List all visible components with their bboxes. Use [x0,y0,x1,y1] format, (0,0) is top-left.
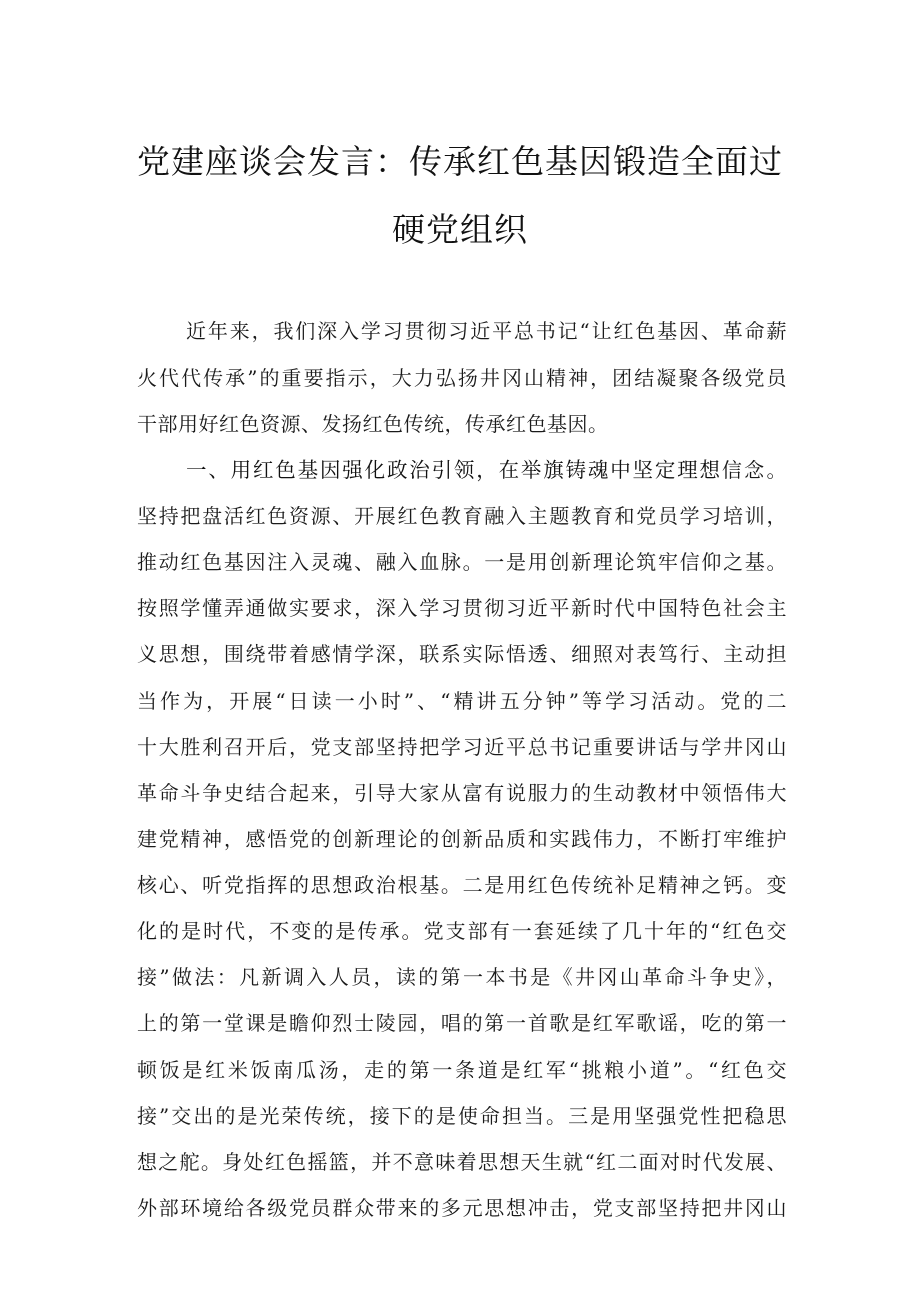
document-title-line-2: 硬党组织 [392,210,528,249]
body-paragraph-line: 核心、听党指挥的思想政治根基。二是用红色传统补足精神之钙。变 [137,873,787,897]
body-paragraph-line: 外部环境给各级党员群众带来的多元思想冲击，党支部坚持把井冈山 [137,1196,787,1220]
section-1-heading-bold: 一、用红色基因强化政治引领，在举旗铸魂中坚定理想 [186,458,722,482]
body-paragraph-line: 推动红色基因注入灵魂、融入血脉。一是用创新理论筑牢信仰之基。 [137,550,787,574]
body-paragraph-line: 化的是时代，不变的是传承。党支部有一套延续了几十年的“红色交 [137,919,787,943]
intro-paragraph-line: 火代代传承”的重要指示，大力弘扬井冈山精神，团结凝聚各级党员 [137,366,787,390]
intro-paragraph-line: 干部用好红色资源、发扬红色传统，传承红色基因。 [137,412,609,436]
body-paragraph-line: 革命斗争史结合起来，引导大家从富有说服力的生动教材中领悟伟大 [137,781,787,805]
body-paragraph-line: 坚持把盘活红色资源、开展红色教育融入主题教育和党员学习培训， [137,504,787,528]
body-paragraph-line: 建党精神，感悟党的创新理论的创新品质和实践伟力，不断打牢维护 [137,827,787,851]
section-1-heading [186,457,787,483]
body-paragraph-line: 十大胜利召开后，党支部坚持把学习近平总书记重要讲话与学井冈山 [137,735,787,759]
body-paragraph-line: 接”交出的是光荣传统，接下的是使命担当。三是用坚强党性把稳思 [137,1104,787,1128]
body-paragraph-line: 接”做法：凡新调入人员，读的第一本书是《井冈山革命斗争史》， [137,965,787,989]
body-paragraph-line: 当作为，开展“日读一小时”、“精讲五分钟”等学习活动。党的二 [137,689,787,713]
body-paragraph-line: 上的第一堂课是瞻仰烈士陵园，唱的第一首歌是红军歌谣，吃的第一 [137,1011,787,1035]
body-paragraph-line: 顿饭是红米饭南瓜汤，走的第一条道是红军“挑粮小道”。“红色交 [137,1058,787,1082]
body-paragraph-line: 义思想，围绕带着感情学深，联系实际悟透、细照对表笃行、主动担 [137,642,787,666]
body-paragraph-line: 想之舵。身处红色摇篮，并不意味着思想天生就“红二面对时代发展、 [137,1150,787,1174]
body-paragraph-line: 按照学懂弄通做实要求，深入学习贯彻习近平新时代中国特色社会主 [137,596,787,620]
document-title-line-1: 党建座谈会发言：传承红色基因锻造全面过 [137,142,783,181]
intro-paragraph-line: 近年来，我们深入学习贯彻习近平总书记“让红色基因、革命薪 [186,319,787,343]
section-1-heading-tail: 信念。 [721,458,788,482]
